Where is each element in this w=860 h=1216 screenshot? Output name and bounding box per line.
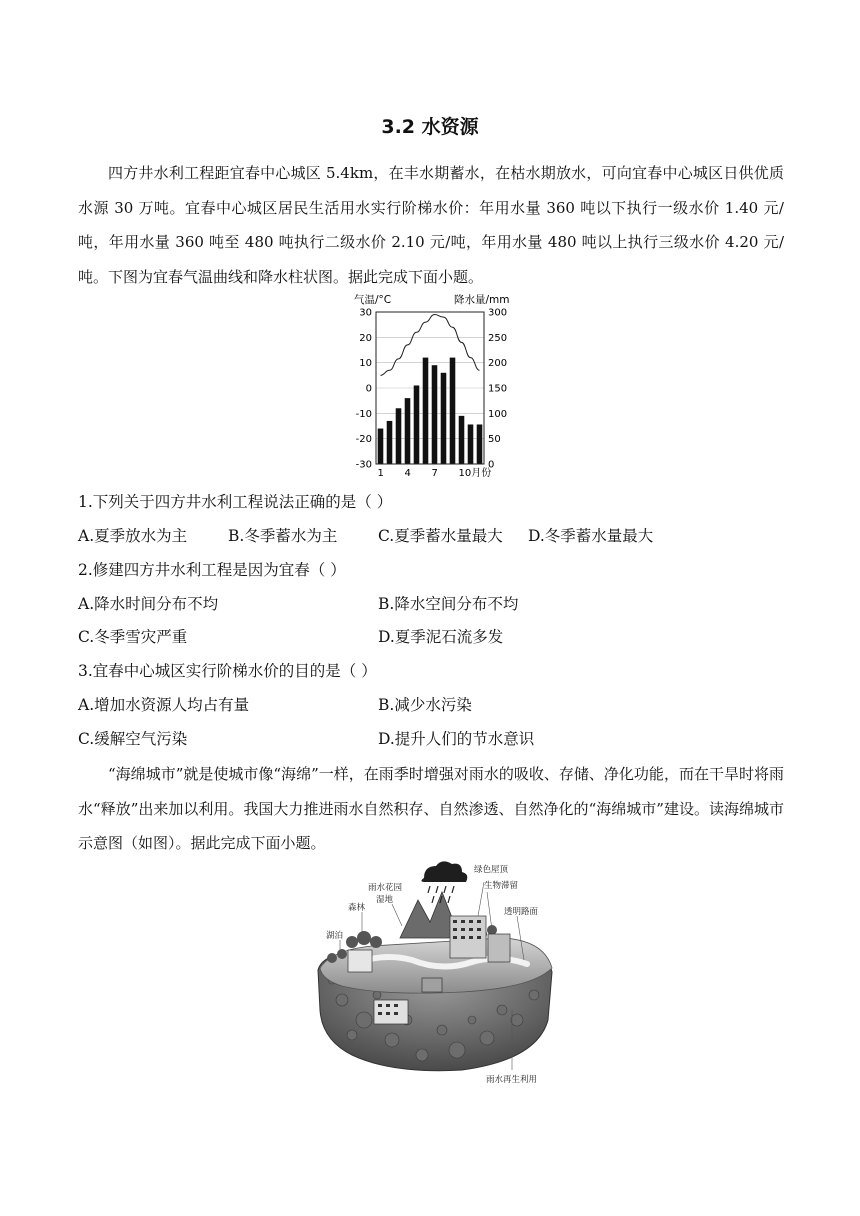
right-tick-label: 0: [488, 459, 495, 471]
left-tick-label: 0: [365, 383, 372, 395]
right-axis-label: 降水量/mm: [454, 294, 510, 306]
q3-option-b[interactable]: B.减少水污染: [378, 696, 472, 714]
left-tick-label: -30: [355, 459, 372, 471]
climate-chart: [346, 292, 516, 482]
left-tick-label: 20: [359, 332, 372, 344]
label-wetland: 湿地: [376, 895, 394, 905]
x-tick-label: 10月份: [458, 468, 492, 479]
precipitation-bars: [378, 358, 483, 464]
precipitation-bar: [432, 365, 438, 464]
q2-option-d[interactable]: D.夏季泥石流多发: [378, 628, 504, 646]
q1-option-b[interactable]: B.冬季蓄水为主: [228, 527, 338, 545]
left-tick-label: 10: [359, 358, 372, 370]
label-permeable-road: 透明路面: [504, 907, 539, 917]
right-tick-label: 300: [488, 307, 508, 319]
intro-paragraph-2: “海绵城市”就是使城市像“海绵”一样，在雨季时增强对雨水的吸收、存储、净化功能，而在干旱时将雨水“释放”出来加以利用。我国大力推进雨水自然积存、自然渗透、自然净化的“海绵城市”建设。读海绵城市示意图（如图）。据此完成下面小题。: [78, 765, 784, 852]
q3-option-c[interactable]: C.缓解空气污染: [78, 730, 188, 748]
right-tick-label: 250: [488, 332, 508, 344]
left-tick-label: -20: [355, 434, 372, 446]
q3-option-d[interactable]: D.提升人们的节水意识: [378, 730, 535, 748]
label-green-roof: 绿色屋顶: [474, 865, 509, 875]
q2-option-a[interactable]: A.降水时间分布不均: [78, 595, 219, 613]
precipitation-bar: [405, 398, 411, 464]
page-title: 3.2 水资源: [381, 116, 479, 138]
right-tick-label: 150: [488, 383, 508, 395]
q1-option-a[interactable]: A.夏季放水为主: [78, 527, 188, 545]
x-tick-label: 1: [377, 468, 384, 479]
intro-paragraph-1: 四方井水利工程距宜春中心城区 5.4km，在丰水期蓄水，在枯水期放水，可向宜春中心城区日供优质水源 30 万吨。宜春中心城区居民生活用水实行阶梯水价：年用水量 360 吨以下执行一级水价 1.40 元/吨，年用水量 360 吨至 480 吨执行二级水价 2.10 元/吨，年用水量 480 吨以上执行三级水价 4.20 元/吨。下图为宜春气温曲线和降水柱状图。据此完成下面小题。: [78, 164, 784, 286]
label-rain-garden: 雨水花园: [368, 883, 403, 893]
x-tick-label: 4: [404, 468, 411, 479]
rain-cloud-icon: [421, 861, 467, 882]
right-tick-label: 100: [488, 408, 508, 420]
precipitation-bar: [468, 424, 474, 464]
precipitation-bar: [378, 429, 384, 464]
precipitation-bar: [450, 358, 456, 464]
label-forest: 森林: [348, 903, 366, 913]
right-tick-label: 50: [488, 434, 501, 446]
precipitation-bar: [414, 385, 420, 464]
q2-option-c[interactable]: C.冬季雪灾严重: [78, 628, 188, 646]
x-tick-label: 7: [431, 468, 438, 479]
precipitation-bar: [441, 373, 447, 464]
left-tick-label: -10: [355, 408, 372, 420]
right-tick-label: 200: [488, 358, 508, 370]
label-lake: 湖泊: [326, 931, 344, 941]
precipitation-bar: [423, 358, 429, 464]
label-bio-retention: 生物滞留: [484, 881, 519, 891]
question-3-stem: 3.宜春中心城区实行阶梯水价的目的是（ ）: [78, 662, 377, 680]
left-axis-label: 气温/°C: [354, 294, 392, 306]
left-tick-label: 30: [359, 307, 372, 319]
temperature-line: [381, 315, 480, 376]
q1-option-c[interactable]: C.夏季蓄水量最大: [378, 527, 503, 545]
precipitation-bar: [477, 424, 483, 464]
precipitation-bar: [459, 416, 465, 464]
question-2-stem: 2.修建四方井水利工程是因为宜春（ ）: [78, 561, 346, 579]
q3-option-a[interactable]: A.增加水资源人均占有量: [78, 696, 250, 714]
precipitation-bar: [396, 408, 402, 464]
label-rain-reuse: 雨水再生利用: [486, 1075, 538, 1085]
sponge-city-illustration: [312, 860, 562, 1090]
q2-option-b[interactable]: B.降水空间分布不均: [378, 595, 519, 613]
q1-option-d[interactable]: D.冬季蓄水量最大: [528, 527, 654, 545]
precipitation-bar: [387, 421, 393, 464]
question-1-stem: 1.下列关于四方井水利工程说法正确的是（ ）: [78, 493, 393, 511]
